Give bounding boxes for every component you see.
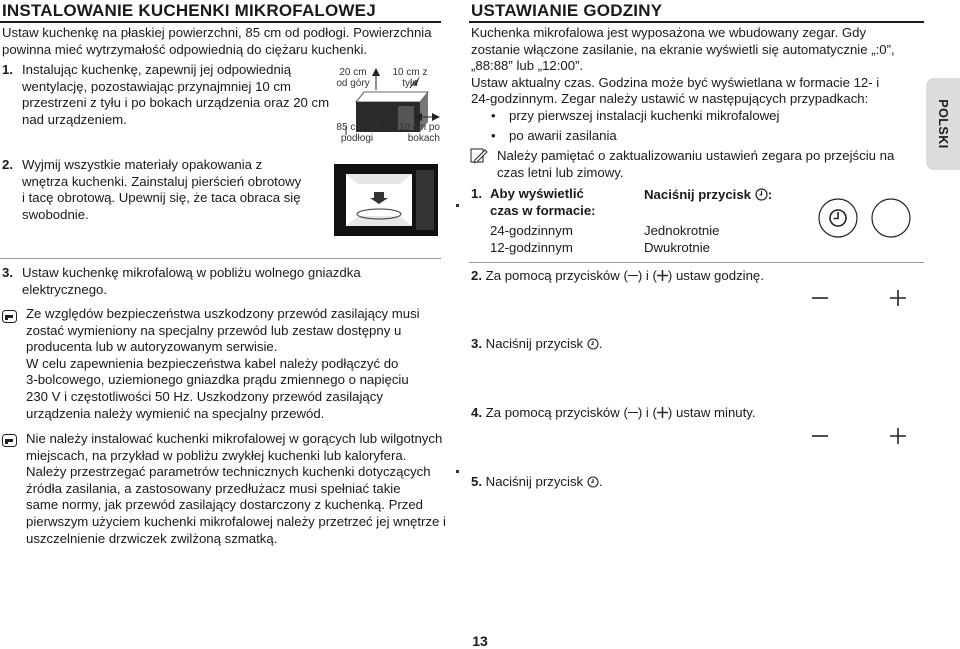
press-text: Naciśnij przycisk [644,187,752,202]
clock-icon [587,338,599,350]
step-line: nad urządzeniem. [22,111,127,127]
note-line: producenta lub w autoryzowanym serwisie. [26,339,278,355]
format-row [490,223,720,240]
step-number: 3. [2,265,13,280]
step-number: 2. [2,157,13,172]
print-mark [456,470,459,473]
bullet-item [491,128,617,145]
label-line: tyłu [402,78,418,89]
note-line: źródła zasilania, a zastosowany przedłużacz musi spełniać takie [26,480,401,496]
heading-line: czas w formacie: [490,202,596,218]
plus-icon [657,407,668,418]
plus-button[interactable] [890,290,906,306]
note-line: urządzenia należy wymienić na specjalny przewód. [26,405,325,421]
step-number: 5. [471,474,482,489]
step-text-end: . [598,474,603,489]
action-cell: Dwukrotnie [644,240,710,255]
step-2 [471,268,764,285]
label-top-clearance [330,67,376,89]
left-step-1 [2,62,330,128]
step-text: ) i ( [637,268,657,283]
step-text: ) ustaw minuty. [667,405,756,420]
bullet-dot: • [491,108,496,123]
format-row [490,240,710,257]
step-text: Naciśnij przycisk [485,474,584,489]
step-line: i tacę obrotową. Upewnij się, że taca obraca się [22,190,301,206]
step-number: 3. [471,336,482,351]
step-text: Naciśnij przycisk [485,336,584,351]
bullet-text: przy pierwszej instalacji kuchenki mikrofalowej [509,108,780,123]
safety-note-cable [26,306,420,422]
action-cell: Jednokrotnie [644,223,720,238]
step-1-number: 1. [471,186,482,201]
step-4 [471,405,756,422]
intro-line: Ustaw aktualny czas. Godzina może być wyświetlana w formacie 12- i [471,74,880,90]
note-line: Należy pamiętać o zaktualizowaniu ustawień zegara po przejściu na [497,148,895,163]
step-line: Instalując kuchenkę, zapewnij jej odpowiednią [22,62,292,77]
dst-note [497,148,894,181]
intro-line: 24-godzinnym. Zegar należy ustawić w następujących przypadkach: [471,91,869,107]
label-line: bokach [407,133,440,144]
left-step-2 [2,157,302,223]
right-divider [469,262,924,263]
note-line: pierwszym użyciem kuchenki mikrofalowej należy przetrzeć jej wnętrze i [26,513,446,529]
step-text-end: . [598,336,603,351]
step-line: wnętrza kuchenki. Zainstaluj pierścień obrotowy [22,173,302,189]
note-line: miejscach, na przykład w pobliżu zwykłej kuchenki lub kaloryfera. [26,447,407,463]
right-section-title: USTAWIANIE GODZINY [471,1,663,20]
step-3 [471,336,602,353]
hand-pointer-icon [2,310,17,323]
step-line: swobodnie. [22,206,89,222]
step-text: Za pomocą przycisków ( [485,268,628,283]
label-line: 20 cm [339,67,367,78]
step-line: Ustaw kuchenkę mikrofalową w pobliżu wolnego gniazdka [22,265,361,280]
label-line: od góry [336,78,370,89]
minus-icon [628,412,638,414]
step-line: Wyjmij wszystkie materiały opakowania z [22,157,263,172]
left-intro [2,25,432,58]
intro-line: „88:88” lub „12:00”. [471,58,584,74]
label-line: 10 cm po [398,122,440,133]
step-1-heading [490,186,596,219]
hour-adjust-buttons [808,285,912,316]
page-number: 13 [472,633,488,649]
bullet-dot: • [491,128,496,143]
intro-line: Kuchenka mikrofalowa jest wyposażona we wbudowany zegar. Gdy [471,25,867,40]
left-title-rule [0,21,441,23]
label-back-clearance [388,67,432,89]
format-cell: 24-godzinnym [490,223,573,238]
right-intro [471,25,895,108]
format-table [490,223,720,257]
installation-diagram [328,62,443,240]
left-intro-line: powinna mieć wytrzymałość odpowiednią do ciężaru kuchenki. [2,41,368,57]
minute-adjust-buttons [808,423,912,454]
format-cell: 12-godzinnym [490,240,573,255]
note-line: Należy przestrzegać parametrów technicznych kuchenki dotyczących [26,464,431,480]
note-line: W celu zapewnienia bezpieczeństwa kabel należy podłączyć do [26,355,399,371]
label-side-clearance [394,122,440,144]
plus-icon [657,270,668,281]
step-text: Za pomocą przycisków ( [485,405,628,420]
step-5 [471,474,602,491]
step-text: ) i ( [637,405,657,420]
intro-line: zostanie włączone zasilanie, na ekranie wyświetli się automatycznie „:0”, [471,41,895,57]
hand-pointer-icon [2,434,17,447]
step-line: wentylację, pozostawiając przynajmniej 10 cm [22,78,291,94]
clock-icon [755,188,768,201]
right-title-rule [469,21,924,23]
label-line: 85 cm od [336,122,378,133]
note-line: zostać wymieniony na specjalny przewód lub zestaw dostępny u [26,322,402,338]
control-panel-buttons [810,194,920,242]
language-side-tab [926,78,960,170]
language-label: POLSKI [936,99,950,149]
note-line: uszczelnienie drzwiczek zwilżoną szmatką. [26,530,278,546]
press-colon: : [767,187,773,202]
note-line: same normy, jak przewód zasilający dostarczony z kuchenką. Przed [26,497,424,513]
label-floor-height [328,122,386,144]
note-line: Nie należy instalować kuchenki mikrofalowej w gorących lub wilgotnych [26,431,443,446]
safety-note-placement [26,431,446,547]
left-divider [0,258,441,259]
step-number: 4. [471,405,482,420]
left-intro-line: Ustaw kuchenkę na płaskiej powierzchni, 85 cm od podłogi. Powierzchnia [2,25,432,40]
step-number: 2. [471,268,482,283]
bullet-text: po awarii zasilania [509,128,617,143]
left-section-title: INSTALOWANIE KUCHENKI MIKROFALOWEJ [2,1,376,20]
note-line: Ze względów bezpieczeństwa uszkodzony przewód zasilający musi [26,306,420,321]
label-line: podłogi [340,133,374,144]
note-line: 3-bolcowego, uziemionego gniazdka prądu zmiennego o napięciu [26,372,409,388]
bullet-item [491,108,780,125]
blank-button[interactable] [872,199,910,237]
minus-icon [628,275,638,277]
plus-button[interactable] [890,428,906,444]
step-1-press-label [644,187,772,204]
note-line: czas letni lub zimowy. [497,164,624,180]
label-line: 10 cm z [392,67,428,78]
clock-button-panel [810,194,920,242]
print-mark [456,204,459,207]
clock-icon [587,476,599,488]
step-line: elektrycznego. [22,281,108,297]
step-text: ) ustaw godzinę. [667,268,764,283]
step-number: 1. [2,62,13,77]
minus-plus-buttons [808,285,912,311]
step-line: przestrzeni z tyłu i po bokach urządzenia oraz 20 cm [22,95,330,111]
pencil-note-icon [470,148,488,163]
heading-line: Aby wyświetlić [490,186,584,201]
note-line: 230 V i częstotliwości 50 Hz. Uszkodzony przewód zasilający [26,388,383,404]
left-step-3 [2,265,361,298]
minus-plus-buttons [808,423,912,449]
